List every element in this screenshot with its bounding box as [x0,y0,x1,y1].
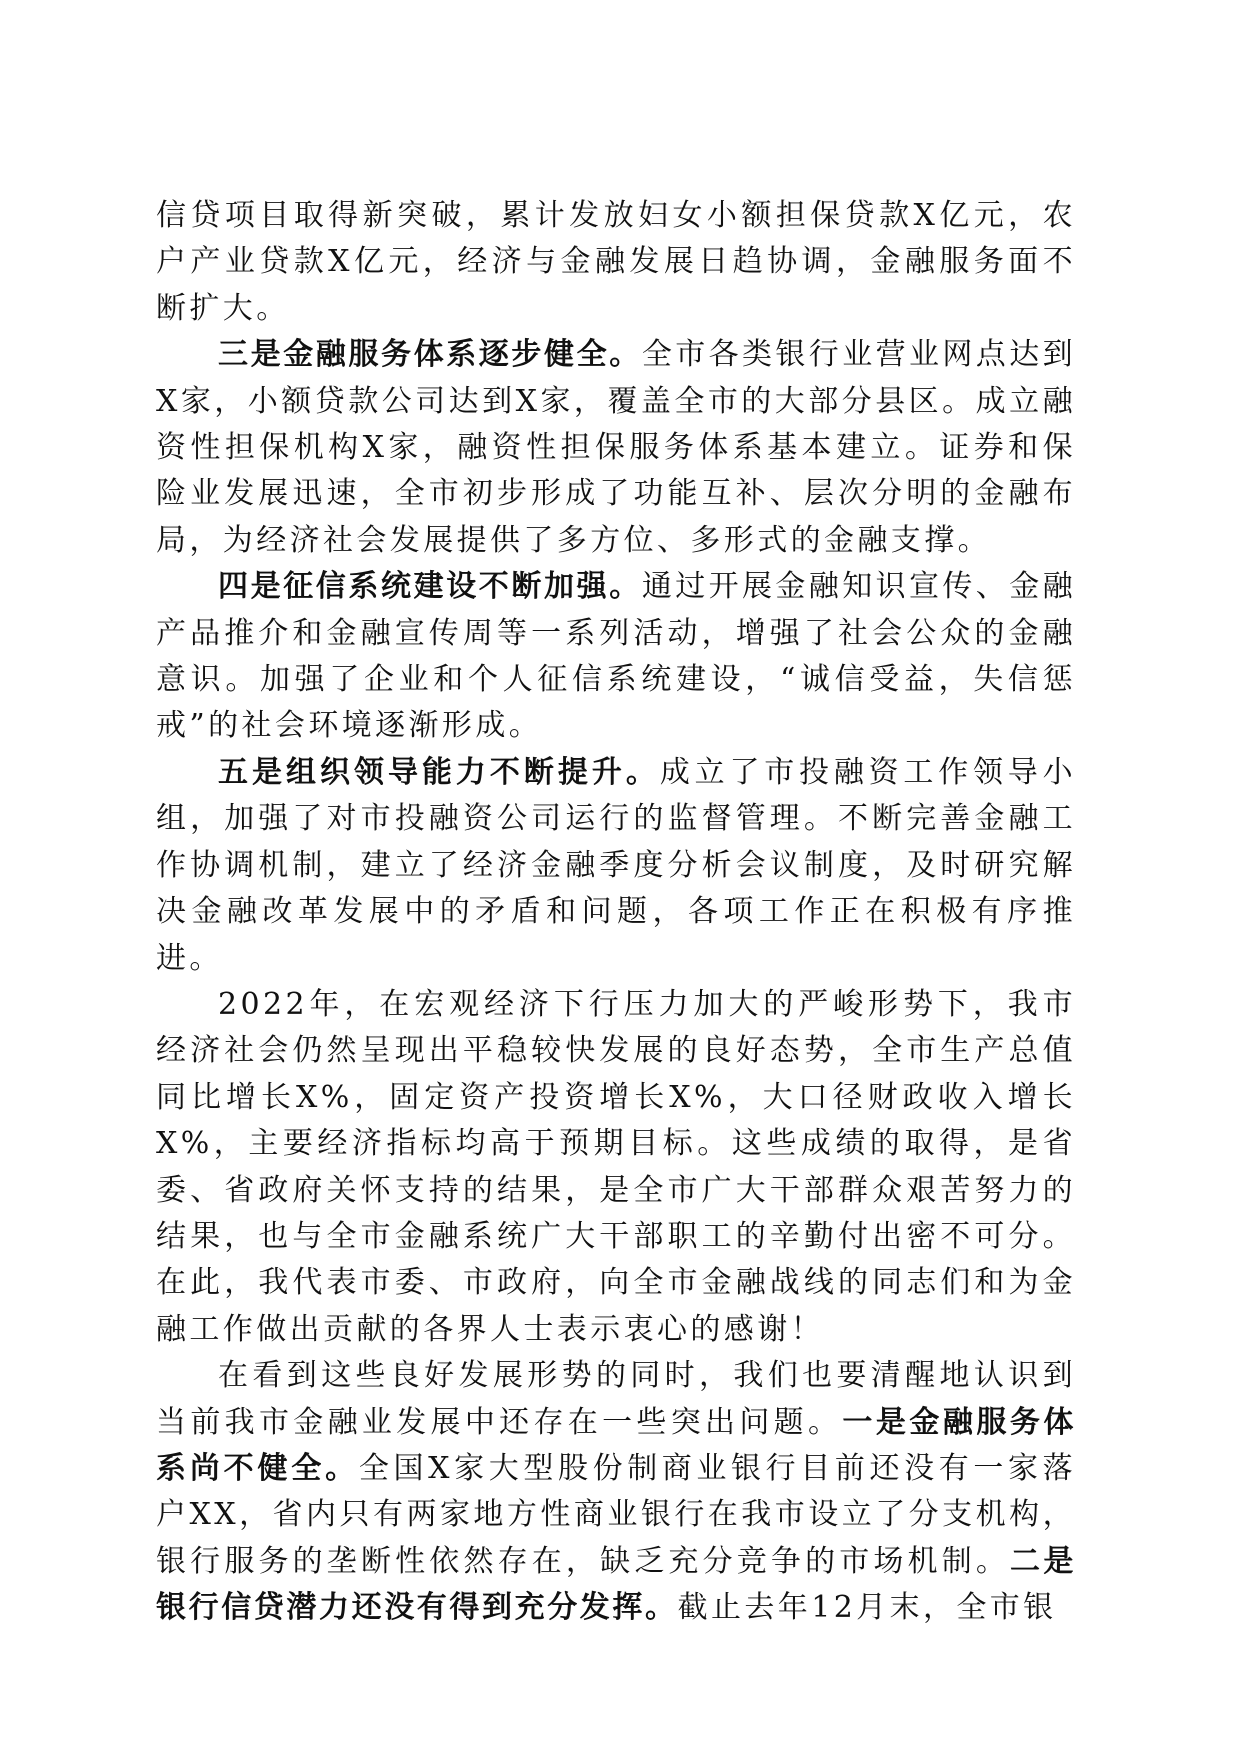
paragraph-text: 全市各类银行业营业网点达到X家，小额贷款公司达到X家，覆盖全市的大部分县区。成立融资性担保机构X家，融资性担保服务体系基本建立。证券和保险业发展迅速，全市初步形成了功能互补、层次分明的金融布局，为经济社会发展提供了多方位、多形式的金融支撑。 [156,337,1077,558]
paragraph-leadership [156,750,1076,982]
paragraph-text: 成立了市投融资工作领导小组，加强了对市投融资公司运行的监督管理。不断完善金融工作协调机制，建立了经济金融季度分析会议制度，及时研究解决金融改革发展中的矛盾和问题，各项工作正在积极有序推进。 [156,754,1076,976]
paragraph-credit-projects [156,193,1076,332]
paragraph-heading: 五是组织领导能力不断提升。 [218,754,660,790]
paragraph-credit-system [156,564,1076,750]
paragraph-heading: 一是金融服务体系尚不健全。 [156,1404,1077,1486]
paragraph-problems [156,1353,1076,1631]
paragraph-text: 截止去年12月末，全市银 [677,1590,1057,1626]
paragraph-financial-service-system [156,332,1076,564]
paragraph-text: 信贷项目取得新突破，累计发放妇女小额担保贷款X亿元，农户产业贷款X亿元，经济与金融发展日趋协调，金融服务面不断扩大。 [156,198,1076,326]
paragraph-heading: 三是金融服务体系逐步健全。 [218,337,642,373]
paragraph-text: 全国X家大型股份制商业银行目前还没有一家落户XX，省内只有两家地方性商业银行在我市设立了分支机构，银行服务的垄断性依然存在，缺乏充分竞争的市场机制。 [156,1450,1076,1579]
paragraph-heading: 四是征信系统建设不断加强。 [218,569,642,605]
paragraph-text: 在看到这些良好发展形势的同时，我们也要清醒地认识到当前我市金融业发展中还存在一些突出问题。 [156,1358,1076,1440]
document-body [156,193,1076,1632]
paragraph-text: 2022年，在宏观经济下行压力加大的严峻形势下，我市经济社会仍然呈现出平稳较快发展的良好态势，全市生产总值同比增长X%，固定资产投资增长X%，大口径财政收入增长X%，主要经济指标均高于预期目标。这些成绩的取得，是省委、省政府关怀支持的结果，是全市广大干部群众艰苦努力的结果，也与全市金融系统广大干部职工的辛勤付出密不可分。在此，我代表市委、市政府，向全市金融战线的同志们和为金融工作做出贡献的各界人士表示衷心的感谢！ [156,986,1076,1347]
paragraph-heading: 二是银行信贷潜力还没有得到充分发挥。 [156,1543,1077,1626]
paragraph-text: 通过开展金融知识宣传、金融产品推介和金融宣传周等一系列活动，增强了社会公众的金融意识。加强了企业和个人征信系统建设，“诚信受益，失信惩戒”的社会环境逐渐形成。 [156,569,1077,744]
paragraph-2022-performance [156,982,1076,1353]
